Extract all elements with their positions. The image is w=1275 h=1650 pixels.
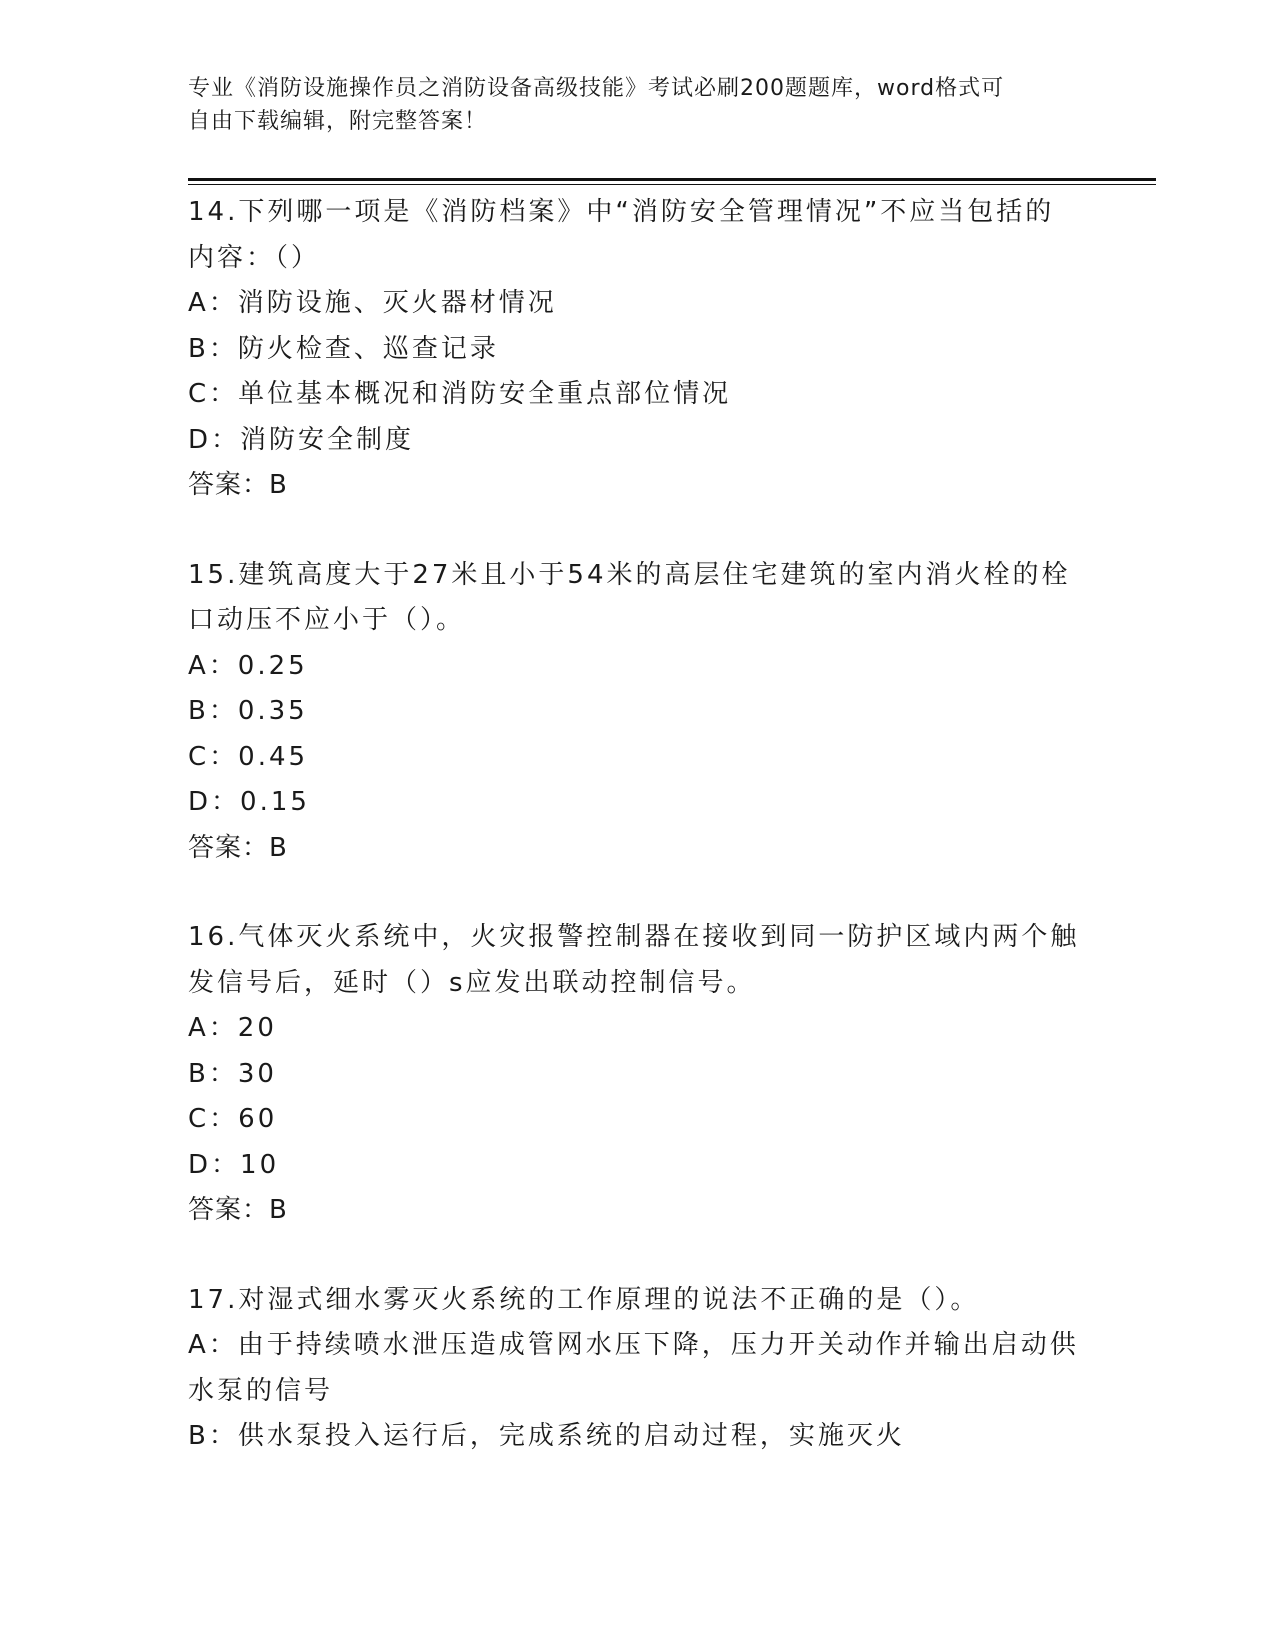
question-16: [188, 915, 1088, 1234]
option-c: C：60: [188, 1104, 278, 1134]
header-line-1: 专业《消防设施操作员之消防设备高级技能》考试必刷200题题库，word格式可: [188, 76, 1005, 101]
answer-line: 答案：B: [188, 1195, 288, 1225]
option-b: B：0.35: [188, 696, 308, 726]
question-17: [188, 1278, 1088, 1460]
option-a: A：20: [188, 1013, 277, 1043]
option-b: B：供水泵投入运行后，完成系统的启动过程，实施灭火: [188, 1421, 905, 1451]
question-stem-line: 17.对湿式细水雾灭火系统的工作原理的说法不正确的是（）。: [188, 1284, 980, 1315]
option-a: A：0.25: [188, 650, 308, 681]
question-stem-line: 口动压不应小于（）。: [188, 605, 466, 635]
option-c: C：单位基本概况和消防安全重点部位情况: [188, 379, 732, 409]
header-divider-thick: [188, 178, 1156, 181]
option-c: C：0.45: [188, 741, 309, 772]
question-14: [188, 190, 1088, 509]
option-d: D：0.15: [188, 787, 310, 817]
question-stem-line: 15.建筑高度大于27米且小于54米的高层住宅建筑的室内消火栓的栓: [188, 559, 1071, 590]
question-stem-line: 16.气体灭火系统中，火灾报警控制器在接收到同一防护区域内两个触: [188, 922, 1080, 952]
question-list: [188, 190, 1088, 1504]
answer-line: 答案：B: [188, 832, 288, 863]
question-stem-line: 发信号后，延时（）s应发出联动控制信号。: [188, 967, 756, 998]
option-a-continued: 水泵的信号: [188, 1375, 334, 1406]
header-divider-thin: [188, 184, 1156, 185]
answer-line: 答案：B: [188, 470, 288, 500]
option-d: D：消防安全制度: [188, 424, 415, 455]
header-line-2: 自由下载编辑，附完整答案！: [188, 109, 488, 134]
question-15: [188, 553, 1088, 872]
option-a: A：消防设施、灭火器材情况: [188, 288, 557, 318]
option-a: A：由于持续喷水泄压造成管网水压下降，压力开关动作并输出启动供: [188, 1330, 1079, 1360]
question-stem-line: 内容：（）: [188, 242, 321, 273]
question-stem-line: 14.下列哪一项是《消防档案》中“消防安全管理情况”不应当包括的: [188, 197, 1055, 227]
option-d: D：10: [188, 1149, 280, 1180]
option-b: B：30: [188, 1058, 277, 1089]
document-header: [188, 72, 1088, 138]
option-b: B：防火检查、巡查记录: [188, 333, 499, 364]
